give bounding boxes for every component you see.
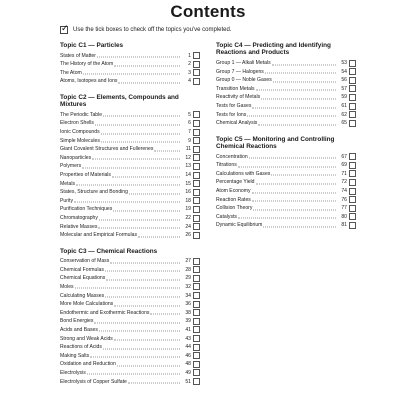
- page-number: 38: [185, 309, 191, 316]
- tick-checkbox[interactable]: [349, 77, 356, 84]
- topic-label: Chemical Analysis: [216, 120, 258, 127]
- dot-leader: [106, 279, 180, 280]
- tick-checkbox[interactable]: [349, 85, 356, 92]
- contents-row: [60, 111, 200, 120]
- topic-heading: Topic C4 — Predicting and Identifying Reactions and Products: [216, 42, 331, 57]
- tick-checkbox[interactable]: [193, 352, 200, 359]
- page-number: 46: [185, 352, 191, 359]
- topic-label: Chromatography: [60, 215, 98, 222]
- tick-checkbox[interactable]: [193, 78, 200, 85]
- topic-label: Moles: [60, 283, 74, 290]
- dot-leader: [118, 82, 180, 83]
- contents-row: [216, 187, 356, 196]
- dot-leader: [265, 73, 336, 74]
- page-number: 34: [185, 292, 191, 299]
- page-number: 80: [341, 213, 347, 220]
- tick-checkbox[interactable]: [349, 103, 356, 110]
- page-number: 59: [341, 94, 347, 101]
- dot-leader: [256, 183, 336, 184]
- dot-leader: [101, 142, 180, 143]
- page-number: 61: [341, 103, 347, 110]
- dot-leader: [95, 124, 180, 125]
- tick-checkbox[interactable]: [193, 146, 200, 153]
- contents-row: [60, 326, 200, 335]
- dot-leader: [256, 90, 336, 91]
- topic-label: Properties of Materials: [60, 172, 111, 179]
- contents-row: [60, 197, 200, 206]
- page-number: 43: [185, 335, 191, 342]
- tick-checkbox[interactable]: [193, 283, 200, 290]
- tick-checkbox[interactable]: [193, 378, 200, 385]
- topic-label: Conservation of Mass: [60, 258, 110, 265]
- page-number: 71: [341, 170, 347, 177]
- dot-leader: [98, 228, 180, 229]
- topic-label: Giant Covalent Structures and Fullerenes: [60, 146, 154, 153]
- contents-row: [216, 119, 356, 128]
- tick-checkbox[interactable]: [349, 153, 356, 160]
- contents-row: [60, 291, 200, 300]
- tick-checkbox[interactable]: [193, 275, 200, 282]
- topic-label: Endothermic and Exothermic Reactions: [60, 309, 150, 316]
- page-number: 7: [188, 129, 191, 136]
- contents-row: [60, 171, 200, 180]
- dot-leader: [75, 288, 180, 289]
- dot-leader: [105, 297, 180, 298]
- tick-checkbox[interactable]: [193, 111, 200, 118]
- page-number: 24: [185, 223, 191, 230]
- tick-example-icon: ✓: [61, 23, 69, 33]
- contents-row: [60, 334, 200, 343]
- contents-row: [216, 59, 356, 68]
- tick-checkbox[interactable]: [349, 162, 356, 169]
- contents-row: [60, 369, 200, 378]
- topic-label: Oxidation and Reduction: [60, 361, 116, 368]
- topic-label: Purification Techniques: [60, 206, 113, 213]
- topic-label: Acids and Bases: [60, 326, 98, 333]
- topic-label: Simple Molecules: [60, 137, 100, 144]
- dot-leader: [97, 57, 180, 58]
- contents-row: [60, 317, 200, 326]
- topic-label: Dynamic Equilibrium: [216, 222, 263, 229]
- topic-label: Tests for Ions: [216, 111, 247, 118]
- dot-leader: [128, 383, 180, 384]
- page-number: 74: [341, 188, 347, 195]
- dot-leader: [87, 374, 180, 375]
- tick-checkbox[interactable]: [193, 120, 200, 127]
- topic-label: The History of the Atom: [60, 61, 114, 68]
- tick-checkbox[interactable]: [193, 344, 200, 351]
- tick-checkbox[interactable]: [349, 222, 356, 229]
- dot-leader: [114, 305, 180, 306]
- topic-label: Percentage Yield: [216, 179, 255, 186]
- tick-checkbox[interactable]: [349, 60, 356, 67]
- contents-row: [216, 67, 356, 76]
- tick-checkbox[interactable]: [193, 318, 200, 325]
- dot-leader: [253, 209, 336, 210]
- topic-label: The Atom: [60, 69, 82, 76]
- page-number: 36: [185, 301, 191, 308]
- tick-checkbox[interactable]: [193, 232, 200, 239]
- contents-row: [60, 308, 200, 317]
- topic-label: Collision Theory: [216, 205, 253, 212]
- topic-label: Transition Metals: [216, 85, 255, 92]
- topic-label: Reactivity of Metals: [216, 94, 261, 101]
- contents-row: [216, 93, 356, 102]
- topic-label: States, Structure and Bonding: [60, 189, 128, 196]
- contents-row: [216, 85, 356, 94]
- page-number: 22: [185, 215, 191, 222]
- contents-row: [60, 214, 200, 223]
- page-number: 29: [185, 275, 191, 282]
- page-number: 28: [185, 266, 191, 273]
- dot-leader: [90, 357, 180, 358]
- contents-row: [216, 161, 356, 170]
- dot-leader: [258, 124, 336, 125]
- page-number: 72: [341, 179, 347, 186]
- tick-checkbox[interactable]: [193, 154, 200, 161]
- topic-label: Strong and Weak Acids: [60, 335, 113, 342]
- page-number: 48: [185, 361, 191, 368]
- page-number: 6: [188, 120, 191, 127]
- topic-label: Making Salts: [60, 352, 90, 359]
- tick-checkbox[interactable]: [193, 129, 200, 136]
- page-number: 9: [188, 137, 191, 144]
- page-number: 11: [185, 146, 191, 153]
- topic-label: Group 0 — Noble Gases: [216, 77, 272, 84]
- topic-heading: Topic C1 — Particles: [60, 42, 124, 49]
- topic-label: Group 1 — Alkali Metals: [216, 60, 271, 67]
- topic-label: Reactions of Acids: [60, 344, 102, 351]
- contents-row: [60, 77, 200, 86]
- topic-label: Ionic Compounds: [60, 129, 100, 136]
- dot-leader: [271, 175, 336, 176]
- topic-label: Polymers: [60, 163, 82, 170]
- contents-row: [60, 154, 200, 163]
- tick-checkbox[interactable]: [193, 369, 200, 376]
- contents-row: [216, 178, 356, 187]
- contents-row: [216, 195, 356, 204]
- tick-checkbox[interactable]: [349, 213, 356, 220]
- tick-checkbox[interactable]: [193, 326, 200, 333]
- topic-label: States of Matter: [60, 52, 96, 59]
- contents-row: [60, 266, 200, 275]
- dot-leader: [238, 218, 336, 219]
- topic-heading: Topic C3 — Chemical Reactions: [60, 247, 158, 255]
- tick-checkbox[interactable]: [193, 163, 200, 170]
- contents-row: [60, 162, 200, 171]
- topic-heading: Topic C2 — Elements, Compounds and Mixtures: [60, 93, 179, 109]
- tick-checkbox[interactable]: [193, 301, 200, 308]
- tick-checkbox[interactable]: [193, 172, 200, 179]
- page-number: 15: [185, 180, 191, 187]
- topic-label: Nanoparticles: [60, 154, 92, 161]
- tick-checkbox[interactable]: [349, 188, 356, 195]
- contents-row: [216, 102, 356, 111]
- page-number: 56: [341, 77, 347, 84]
- contents-row: [216, 110, 356, 119]
- topic-label: Calculations with Gases: [216, 170, 271, 177]
- topic-label: Calculating Masses: [60, 292, 105, 299]
- tick-checkbox[interactable]: [193, 335, 200, 342]
- contents-row: [216, 152, 356, 161]
- dot-leader: [76, 185, 180, 186]
- tick-checkbox[interactable]: [193, 69, 200, 76]
- page-number: 69: [341, 162, 347, 169]
- contents-row: [60, 360, 200, 369]
- contents-row: [60, 274, 200, 283]
- contents-row: [60, 60, 200, 69]
- page-number: 19: [185, 206, 191, 213]
- contents-row: [60, 205, 200, 214]
- page-number: 51: [185, 378, 191, 385]
- page-number: 12: [185, 154, 191, 161]
- page-number: 49: [185, 369, 191, 376]
- dot-leader: [82, 167, 180, 168]
- contents-row: [60, 188, 200, 197]
- page-number: 62: [341, 111, 347, 118]
- page-number: 2: [188, 61, 191, 68]
- page-number: 44: [185, 344, 191, 351]
- contents-row: [216, 221, 356, 230]
- page-number: 32: [185, 283, 191, 290]
- contents-row: [60, 351, 200, 360]
- tick-checkbox[interactable]: [193, 361, 200, 368]
- page-number: 81: [341, 222, 347, 229]
- dot-leader: [261, 98, 336, 99]
- topic-label: Catalysts: [216, 213, 237, 220]
- tick-checkbox[interactable]: [349, 120, 356, 127]
- tick-checkbox[interactable]: [193, 309, 200, 316]
- page-number: 76: [341, 196, 347, 203]
- topic-label: Molecular and Empirical Formulas: [60, 232, 137, 239]
- contents-row: [60, 222, 200, 231]
- topic-label: Tests for Gases: [216, 103, 252, 110]
- dot-leader: [112, 176, 180, 177]
- page-title: Contents: [170, 2, 246, 21]
- contents-row: [216, 76, 356, 85]
- dot-leader: [74, 202, 180, 203]
- page-number: 41: [185, 326, 191, 333]
- left-column: [60, 42, 200, 386]
- dot-leader: [83, 74, 180, 75]
- contents-row: [60, 231, 200, 240]
- dot-leader: [252, 201, 336, 202]
- contents-row: [60, 377, 200, 386]
- section-spacer: [60, 86, 200, 94]
- tick-checkbox[interactable]: [349, 170, 356, 177]
- tick-checkbox[interactable]: [193, 266, 200, 273]
- tick-checkbox[interactable]: [193, 52, 200, 59]
- dot-leader: [238, 166, 336, 167]
- tick-checkbox[interactable]: [349, 111, 356, 118]
- page-number: 4: [188, 78, 191, 85]
- contents-row: [60, 69, 200, 78]
- topic-label: Group 7 — Halogens: [216, 68, 264, 75]
- topic-label: Electrolysis of Copper Sulfate: [60, 378, 127, 385]
- topic-label: Electron Shells: [60, 120, 94, 127]
- contents-row: [60, 343, 200, 352]
- contents-row: [216, 170, 356, 179]
- page-number: 14: [185, 172, 191, 179]
- dot-leader: [263, 226, 336, 227]
- page-number: 65: [341, 120, 347, 127]
- tick-checkbox[interactable]: [193, 206, 200, 213]
- tick-checkbox[interactable]: [193, 189, 200, 196]
- dot-leader: [249, 158, 336, 159]
- topic-label: Titrations: [216, 162, 237, 169]
- page-number: 67: [341, 153, 347, 160]
- contents-row: [60, 179, 200, 188]
- dot-leader: [105, 271, 180, 272]
- page-number: 53: [341, 60, 347, 67]
- page-number: 26: [185, 232, 191, 239]
- dot-leader: [252, 107, 336, 108]
- contents-row: [60, 283, 200, 292]
- right-column: [216, 42, 356, 230]
- contents-row: [60, 136, 200, 145]
- dot-leader: [154, 150, 180, 151]
- contents-row: [60, 119, 200, 128]
- dot-leader: [272, 64, 336, 65]
- tick-checkbox[interactable]: [349, 205, 356, 212]
- dot-leader: [138, 236, 180, 237]
- dot-leader: [103, 348, 180, 349]
- dot-leader: [247, 116, 336, 117]
- section-spacer: [216, 128, 356, 136]
- topic-label: Atoms, Isotopes and Ions: [60, 78, 118, 85]
- dot-leader: [110, 262, 180, 263]
- tick-checkbox[interactable]: [349, 68, 356, 75]
- tick-checkbox[interactable]: [193, 180, 200, 187]
- dot-leader: [129, 193, 180, 194]
- contents-row: [216, 213, 356, 222]
- dot-leader: [113, 210, 180, 211]
- dot-leader: [150, 314, 180, 315]
- dot-leader: [252, 192, 336, 193]
- page-number: 57: [341, 85, 347, 92]
- intro-line: [60, 23, 232, 34]
- dot-leader: [92, 159, 180, 160]
- topic-label: More Mole Calculations: [60, 301, 114, 308]
- tick-checkbox[interactable]: [193, 137, 200, 144]
- page-number: 39: [185, 318, 191, 325]
- tick-checkbox[interactable]: [193, 292, 200, 299]
- dot-leader: [101, 133, 180, 134]
- tick-checkbox[interactable]: [193, 197, 200, 204]
- dot-leader: [114, 65, 180, 66]
- page-number: 5: [188, 111, 191, 118]
- page-number: 54: [341, 68, 347, 75]
- dot-leader: [99, 219, 180, 220]
- dot-leader: [114, 340, 180, 341]
- topic-label: Relative Masses: [60, 223, 98, 230]
- topic-label: Bond Energies: [60, 318, 94, 325]
- tick-checkbox[interactable]: [349, 196, 356, 203]
- dot-leader: [273, 81, 336, 82]
- contents-row: [60, 128, 200, 137]
- tick-checkbox[interactable]: [193, 258, 200, 265]
- section-spacer: [60, 240, 200, 248]
- tick-checkbox[interactable]: [193, 223, 200, 230]
- topic-label: Chemical Formulas: [60, 266, 104, 273]
- topic-heading: Topic C5 — Monitoring and Controlling Chemical Reactions: [216, 135, 335, 150]
- page-number: 18: [185, 197, 191, 204]
- topic-label: The Periodic Table: [60, 111, 103, 118]
- dot-leader: [103, 116, 180, 117]
- contents-row: [60, 257, 200, 266]
- tick-checkbox[interactable]: [193, 215, 200, 222]
- topic-label: Atom Economy: [216, 188, 251, 195]
- dot-leader: [117, 365, 180, 366]
- contents-row: [216, 204, 356, 213]
- page-number: 16: [185, 189, 191, 196]
- contents-row: [60, 300, 200, 309]
- topic-label: Electrolysis: [60, 369, 86, 376]
- contents-row: [60, 51, 200, 60]
- topic-label: Concentration: [216, 153, 248, 160]
- topic-label: Purity: [60, 197, 74, 204]
- tick-checkbox[interactable]: [349, 94, 356, 101]
- intro-text: Use the tick boxes to check off the topics you've completed.: [73, 27, 232, 33]
- page-number: 13: [185, 163, 191, 170]
- tick-checkbox[interactable]: [193, 61, 200, 68]
- dot-leader: [99, 331, 180, 332]
- page-number: 3: [188, 69, 191, 76]
- page-number: 27: [185, 258, 191, 265]
- contents-row: [60, 145, 200, 154]
- page-number: 77: [341, 205, 347, 212]
- dot-leader: [94, 322, 180, 323]
- page-number: 1: [188, 52, 191, 59]
- topic-label: Metals: [60, 180, 76, 187]
- topic-label: Reaction Rates: [216, 196, 251, 203]
- tick-checkbox[interactable]: [349, 179, 356, 186]
- topic-label: Chemical Equations: [60, 275, 106, 282]
